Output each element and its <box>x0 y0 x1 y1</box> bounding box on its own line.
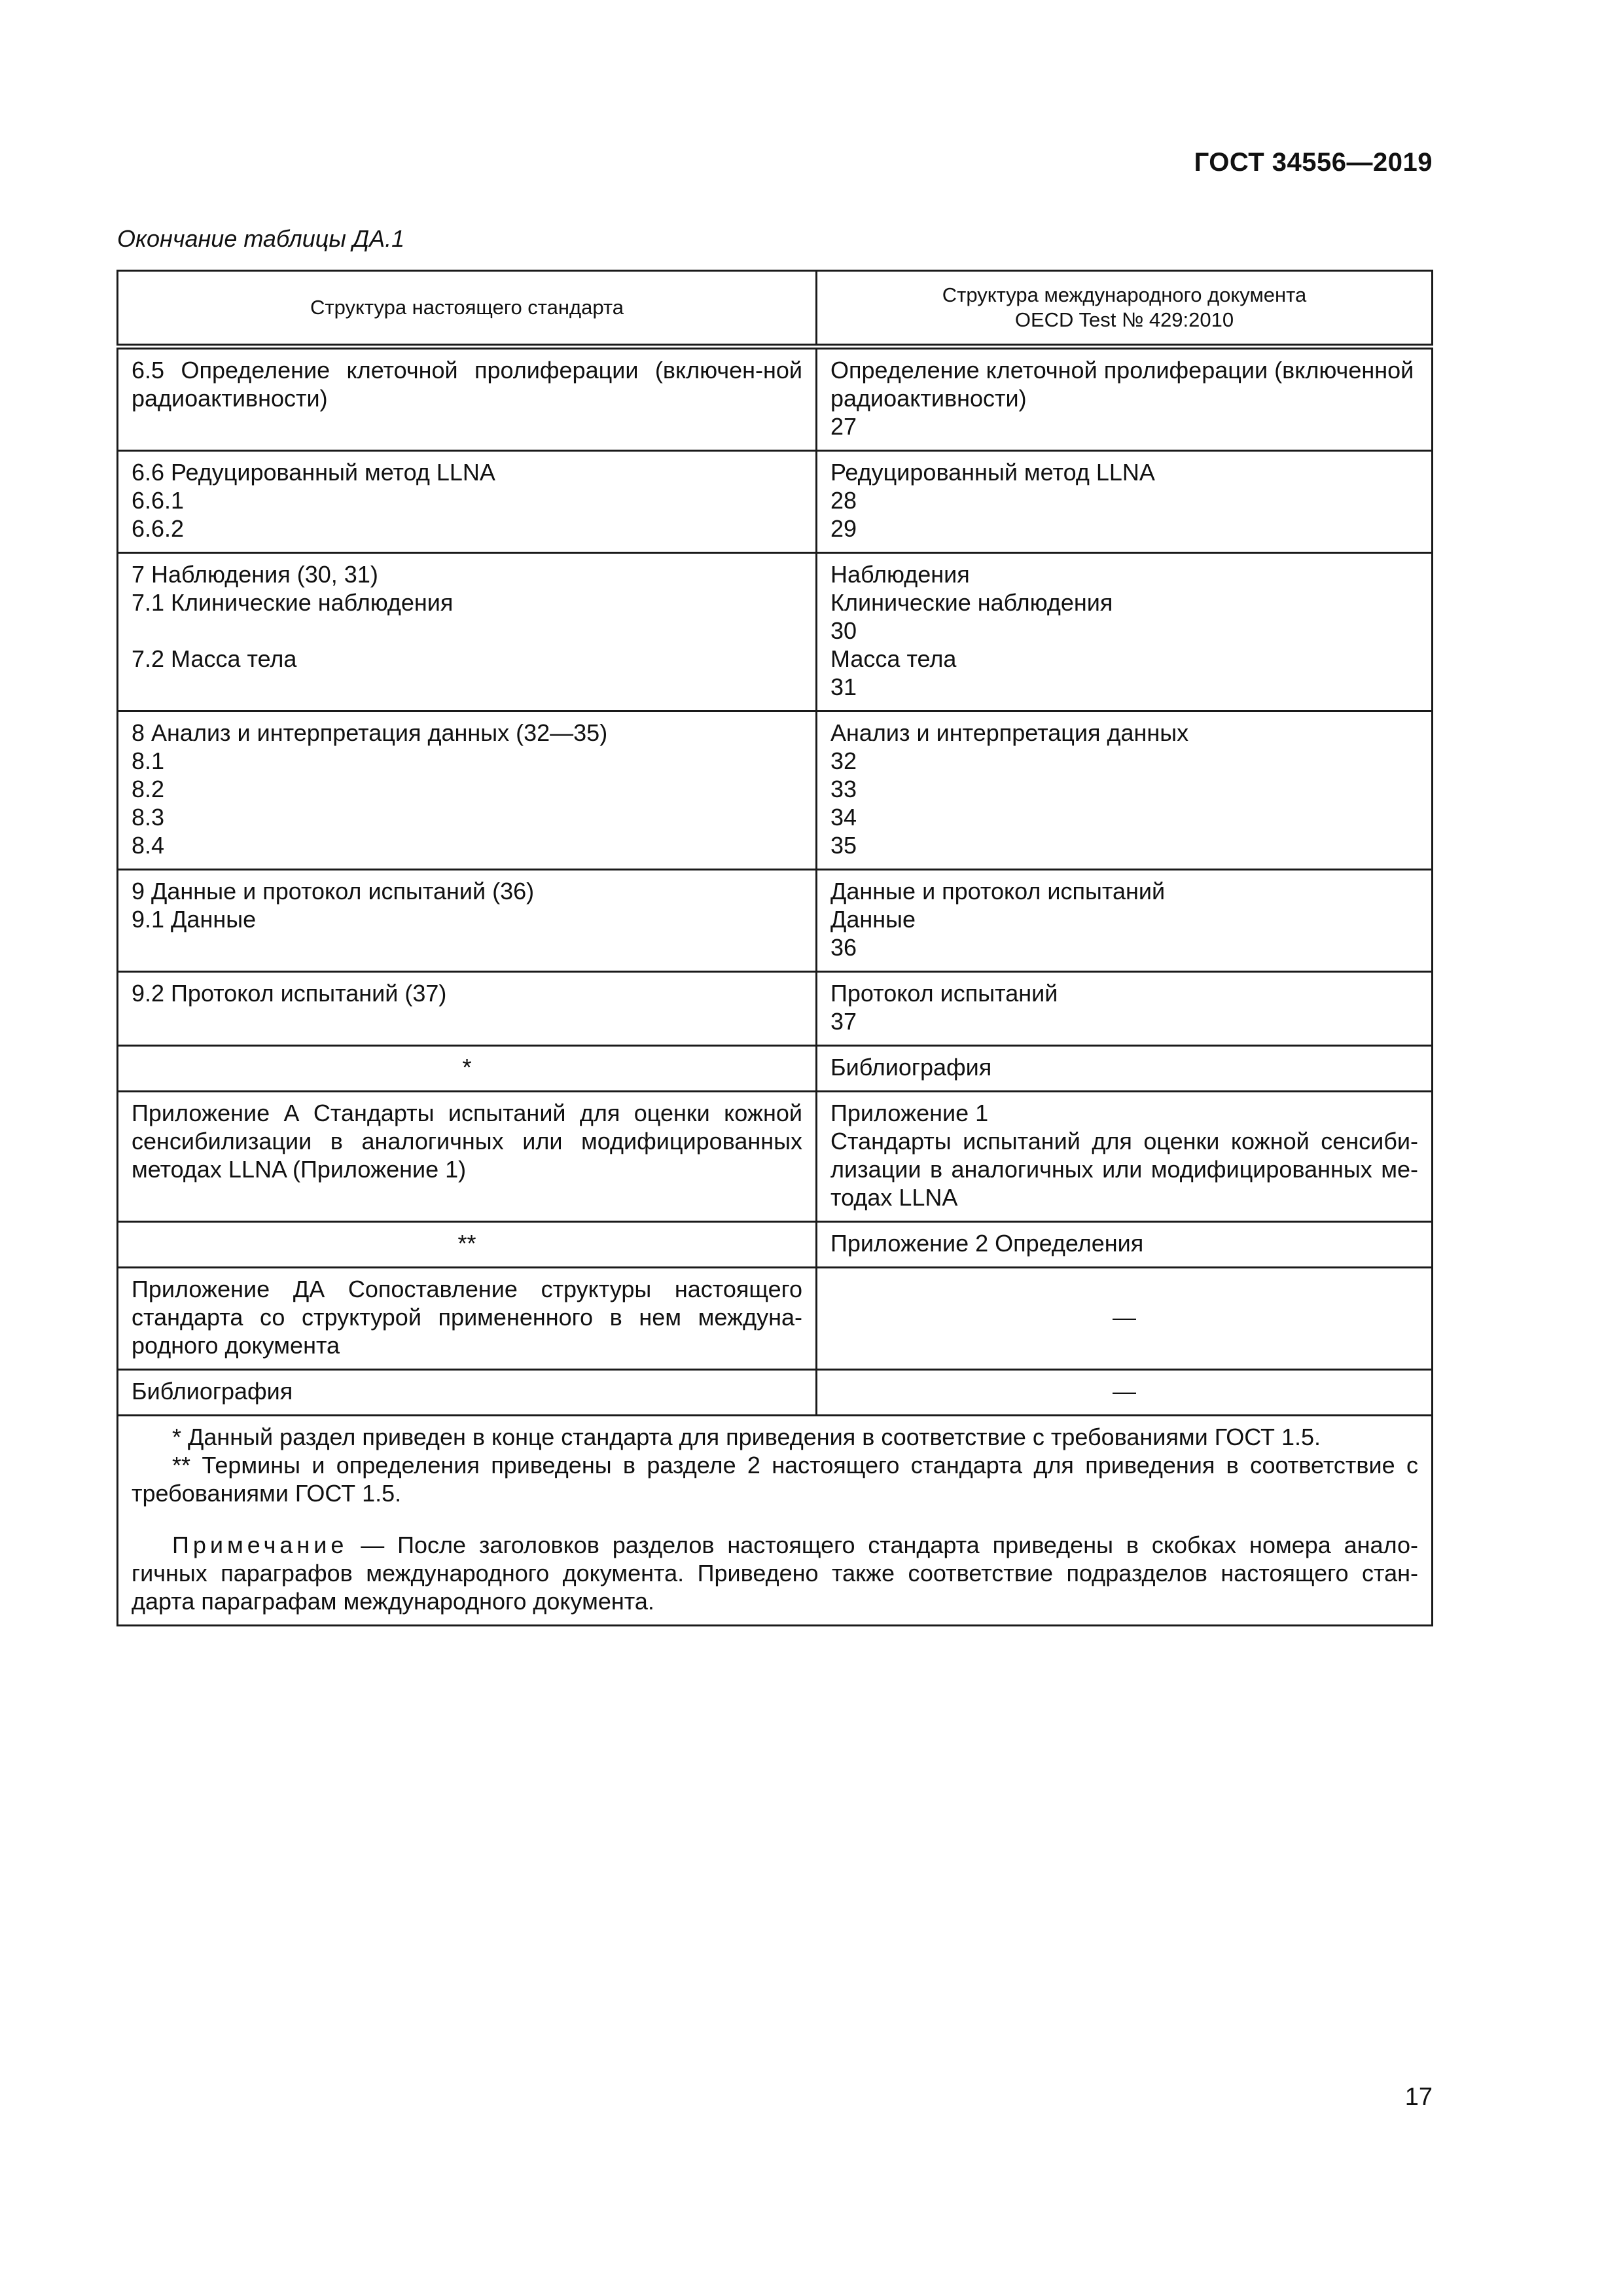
cell-left <box>118 870 817 972</box>
cell-right-dash: — <box>817 1268 1433 1370</box>
cell-right <box>817 1092 1433 1222</box>
cell-left <box>118 347 817 451</box>
cell-text: 37 <box>830 1008 857 1035</box>
cell-right <box>817 972 1433 1046</box>
cell-text: Масса тела <box>830 645 957 672</box>
cell-left <box>118 1046 817 1092</box>
cell-right-dash: — <box>817 1370 1433 1416</box>
cell-left <box>118 1268 817 1370</box>
cell-text: 35 <box>830 832 857 859</box>
cell-text: Протокол испытаний <box>830 980 1058 1007</box>
cell-text: 32 <box>830 747 857 774</box>
table-header-row <box>118 271 1433 347</box>
footnote-marker: * <box>462 1054 472 1081</box>
cell-text: 6.6 Редуцированный метод LLNA <box>132 459 495 486</box>
table-row <box>118 1268 1433 1370</box>
cell-text: 7.1 Клинические наблюдения <box>132 589 454 616</box>
table-note <box>132 1531 1418 1615</box>
cell-text: 6.6.1 <box>132 487 185 514</box>
cell-text: Анализ и интерпретация данных <box>830 719 1189 746</box>
note-label: Примечание <box>172 1532 348 1558</box>
cell-text: Наблюдения <box>830 561 970 588</box>
table-row <box>118 553 1433 711</box>
cell-text: 31 <box>830 673 857 700</box>
table-row <box>118 347 1433 451</box>
note-text: — После заголовков разделов настоящего стандарта приведены в скобках номера анало-гичных параграфов международного документа. Приведено также соответствие подразделов настоящего стан-дарта параграфам международного документа. <box>132 1532 1418 1615</box>
cell-text: Определение клеточной пролиферации (включенной радиоактивности) <box>830 357 1414 412</box>
header-left: Структура настоящего стандарта <box>118 271 817 347</box>
cell-left <box>118 972 817 1046</box>
table-caption: Окончание таблицы ДА.1 <box>117 225 405 252</box>
cell-left <box>118 711 817 870</box>
comparison-table <box>116 270 1433 1626</box>
cell-text: 8 Анализ и интерпретация данных (32—35) <box>132 719 608 746</box>
cell-spacer <box>132 617 802 645</box>
cell-text: 8.2 <box>132 776 165 802</box>
cell-text: 29 <box>830 515 857 542</box>
cell-left <box>118 1222 817 1268</box>
table-row <box>118 1222 1433 1268</box>
header-right <box>817 271 1433 347</box>
cell-left <box>118 553 817 711</box>
cell-right <box>817 711 1433 870</box>
cell-text: 36 <box>830 934 857 961</box>
cell-text: Приложение ДА Сопоставление структуры настоящего стандарта со структурой примененного в нем междуна-родного документа <box>132 1276 802 1359</box>
cell-text: Клинические наблюдения <box>830 589 1113 616</box>
table-row <box>118 711 1433 870</box>
header-right-line1: Структура международного документа <box>942 283 1307 306</box>
cell-text: Библиография <box>830 1054 992 1081</box>
cell-right <box>817 347 1433 451</box>
cell-text: Редуцированный метод LLNA <box>830 459 1155 486</box>
cell-text: 7.2 Масса тела <box>132 645 297 672</box>
footnote-marker: ** <box>457 1230 476 1257</box>
page-number: 17 <box>1404 2083 1433 2111</box>
cell-left <box>118 1370 817 1416</box>
cell-text: Приложение 2 Определения <box>830 1230 1144 1257</box>
cell-text: 8.3 <box>132 804 165 831</box>
cell-text: 33 <box>830 776 857 802</box>
cell-text: 34 <box>830 804 857 831</box>
table-notes <box>118 1416 1433 1626</box>
cell-text: 27 <box>830 413 857 440</box>
document-code: ГОСТ 34556—2019 <box>1194 148 1433 177</box>
cell-text: 30 <box>830 617 857 644</box>
cell-text: Приложение 1 <box>830 1100 989 1126</box>
cell-text: Стандарты испытаний для оценки кожной сенсиби-лизации в аналогичных или модифицированных ме-тодах LLNA <box>830 1128 1418 1211</box>
cell-text: 7 Наблюдения (30, 31) <box>132 561 378 588</box>
cell-right <box>817 870 1433 972</box>
cell-text: Данные <box>830 906 916 933</box>
table-row <box>118 1370 1433 1416</box>
cell-text: 8.4 <box>132 832 165 859</box>
table-row <box>118 870 1433 972</box>
cell-right <box>817 1222 1433 1268</box>
cell-text: 9.2 Протокол испытаний (37) <box>132 980 447 1007</box>
cell-text: 6.6.2 <box>132 515 185 542</box>
cell-right <box>817 553 1433 711</box>
cell-left <box>118 451 817 553</box>
table-notes-row <box>118 1416 1433 1626</box>
cell-text: Библиография <box>132 1378 293 1405</box>
table-row <box>118 451 1433 553</box>
table-row <box>118 1046 1433 1092</box>
cell-text: Данные и протокол испытаний <box>830 878 1166 905</box>
table-row <box>118 972 1433 1046</box>
cell-right <box>817 1046 1433 1092</box>
header-right-line2: OECD Test № 429:2010 <box>1014 308 1234 331</box>
cell-text: 8.1 <box>132 747 165 774</box>
footnote-1: * Данный раздел приведен в конце стандарта для приведения в соответствие с требованиями ГОСТ 1.5. <box>172 1424 1321 1450</box>
cell-left <box>118 1092 817 1222</box>
cell-text: Приложение А Стандарты испытаний для оценки кожной сенсибилизации в аналогичных или модифицированных методах LLNA (Приложение 1) <box>132 1100 802 1183</box>
cell-text: 28 <box>830 487 857 514</box>
cell-text: 6.5 Определение клеточной пролиферации (включен-ной радиоактивности) <box>132 357 802 412</box>
footnote-2: ** Термины и определения приведены в разделе 2 настоящего стандарта для приведения в соответствие с требованиями ГОСТ 1.5. <box>132 1452 1418 1507</box>
table-row <box>118 1092 1433 1222</box>
cell-text: 9 Данные и протокол испытаний (36) <box>132 878 535 905</box>
cell-right <box>817 451 1433 553</box>
cell-text: 9.1 Данные <box>132 906 257 933</box>
